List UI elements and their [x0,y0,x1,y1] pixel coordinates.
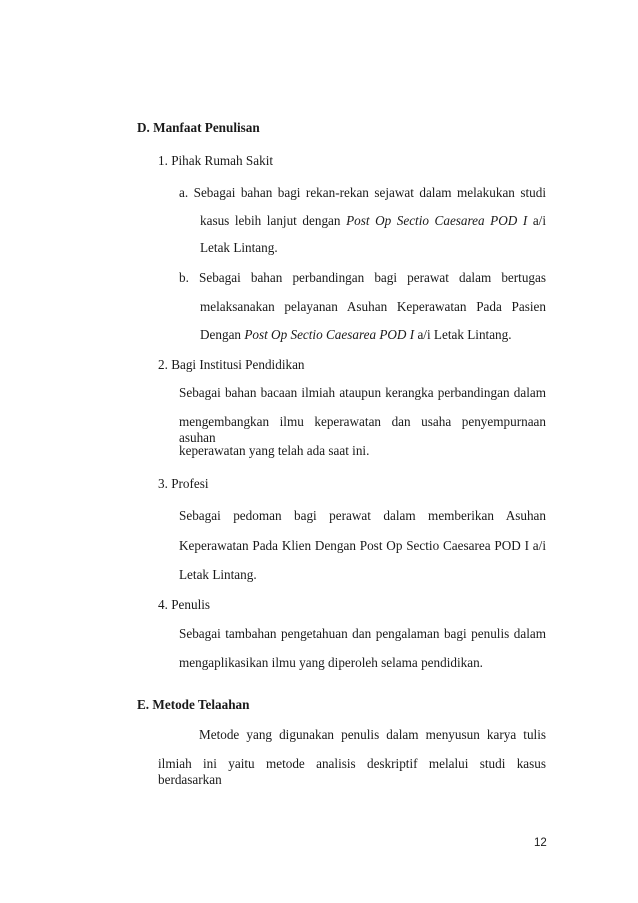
section-d-heading: D. Manfaat Penulisan [137,120,260,135]
section-e-line-2: ilmiah ini yaitu metode analisis deskriptif melalui studi kasus berdasarkan [158,756,546,787]
item-4-label: 4. Penulis [158,597,211,612]
item-2-line-2: mengembangkan ilmu keperawatan dan usaha penyempurnaan asuhan [179,414,546,445]
item-3-line-3: Letak Lintang. [179,567,257,582]
page-number: 12 [534,837,547,849]
item-1b-text-post: a/i Letak Lintang. [414,327,512,342]
item-1a-italic-term: Post Op Sectio Caesarea POD I [346,213,528,228]
item-2-line-1: Sebagai bahan bacaan ilmiah ataupun kerangka perbandingan dalam [179,385,546,400]
item-1b-line-3 [200,327,512,343]
item-3-line-2: Keperawatan Pada Klien Dengan Post Op Sectio Caesarea POD I a/i [179,538,546,553]
item-1b-line-2: melaksanakan pelayanan Asuhan Keperawatan Pada Pasien [200,299,546,314]
item-1a-line-2 [200,213,546,229]
item-2-label: 2. Bagi Institusi Pendidikan [158,357,305,372]
item-1a-line-1: a. Sebagai bahan bagi rekan-rekan sejawat dalam melakukan studi [179,185,546,200]
item-3-label: 3. Profesi [158,476,209,491]
item-1b-line-1: b. Sebagai bahan perbandingan bagi perawat dalam bertugas [179,270,546,285]
item-1a-text-pre: kasus lebih lanjut dengan [200,213,347,228]
item-4-line-1: Sebagai tambahan pengetahuan dan pengalaman bagi penulis dalam [179,626,546,641]
item-1b-italic-term: Post Op Sectio Caesarea POD I [244,327,415,342]
item-1b-text-pre: Dengan [200,327,245,342]
item-3-line-1: Sebagai pedoman bagi perawat dalam memberikan Asuhan [179,508,546,523]
item-1-label: 1. Pihak Rumah Sakit [158,153,274,168]
item-1a-line-3: Letak Lintang. [200,240,278,255]
item-2-line-3: keperawatan yang telah ada saat ini. [179,443,370,458]
section-e-heading: E. Metode Telaahan [137,697,250,712]
section-e-line-1: Metode yang digunakan penulis dalam menyusun karya tulis [199,727,546,742]
item-4-line-2: mengaplikasikan ilmu yang diperoleh selama pendidikan. [179,655,483,670]
item-1a-text-post: a/i [527,213,546,228]
